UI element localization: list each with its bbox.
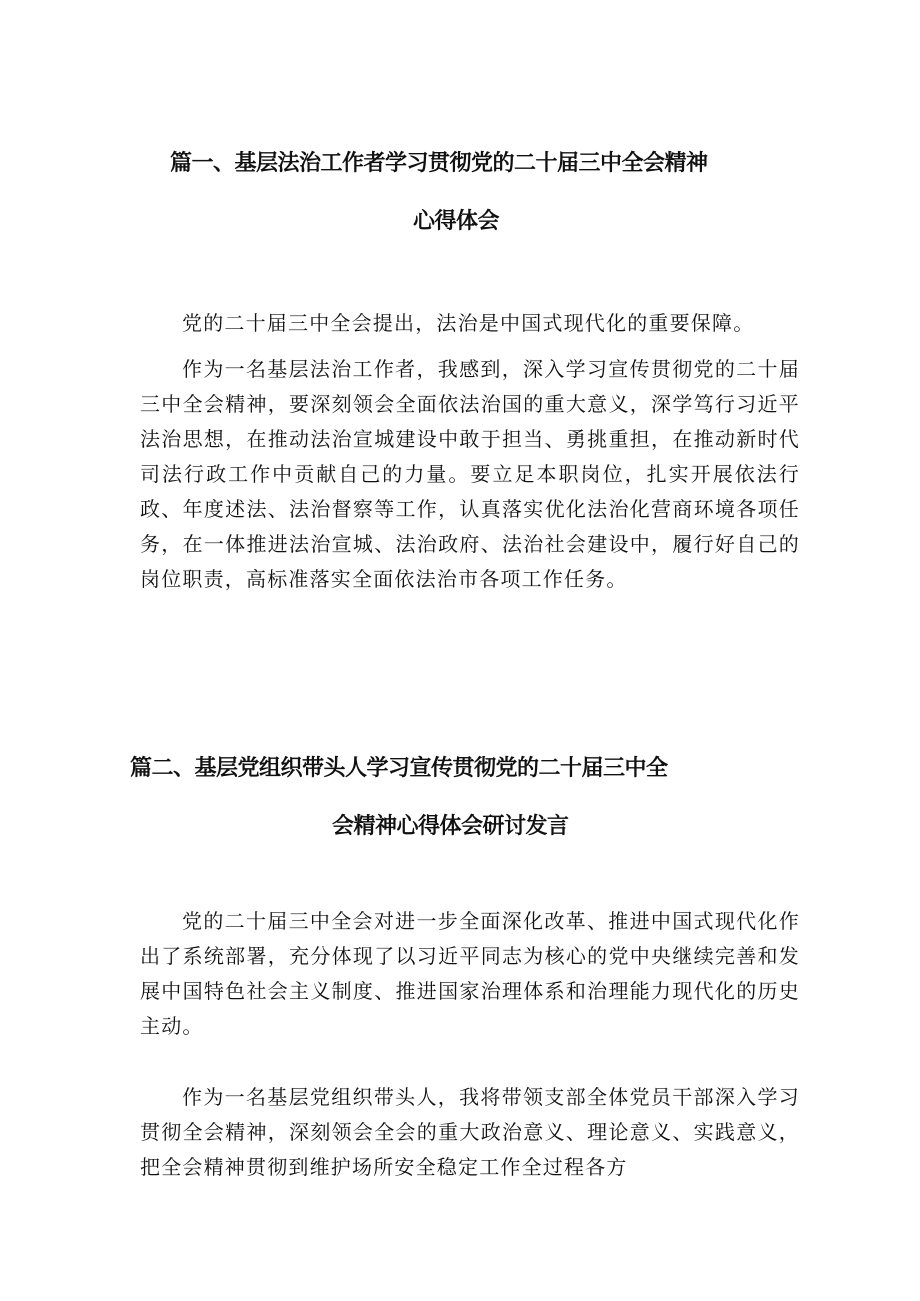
section-1-paragraph-1: 党的二十届三中全会提出，法治是中国式现代化的重要保障。: [182, 311, 755, 335]
section-2-title-line-1: 篇二、基层党组织带头人学习宣传贯彻党的二十届三中全: [130, 756, 668, 781]
section-1-paragraph-2: 作为一名基层法治工作者，我感到，深入学习宣传贯彻党的二十届三中全会精神，要深刻领会全面依法治国的重大意义，深学笃行习近平法治思想，在推动法治宣城建设中敢于担当、勇挑重担，在推动新时代司法行政工作中贡献自己的力量。要立足本职岗位，扎实开展依法行政、年度述法、法治督察等工作，认真落实优化法治化营商环境各项任务，在一体推进法治宣城、法治政府、法治社会建设中，履行好自己的岗位职责，高标准落实全面依法治市各项工作任务。: [140, 357, 800, 591]
section-1-title-line-2: 心得体会: [413, 209, 500, 234]
section-2-paragraph-2: 作为一名基层党组织带头人，我将带领支部全体党员干部深入学习贯彻全会精神，深刻领会全会的重大政治意义、理论意义、实践意义，把全会精神贯彻到维护场所安全稳定工作全过程各方: [140, 1085, 800, 1179]
section-2-title-line-2: 会精神心得体会研讨发言: [332, 814, 569, 839]
section-1-title-line-1: 篇一、基层法治工作者学习贯彻党的二十届三中全会精神: [170, 151, 708, 176]
section-2-paragraph-1: 党的二十届三中全会对进一步全面深化改革、推进中国式现代化作出了系统部署，充分体现了以习近平同志为核心的党中央继续完善和发展中国特色社会主义制度、推进国家治理体系和治理能力现代化的历史主动。: [140, 909, 800, 1038]
